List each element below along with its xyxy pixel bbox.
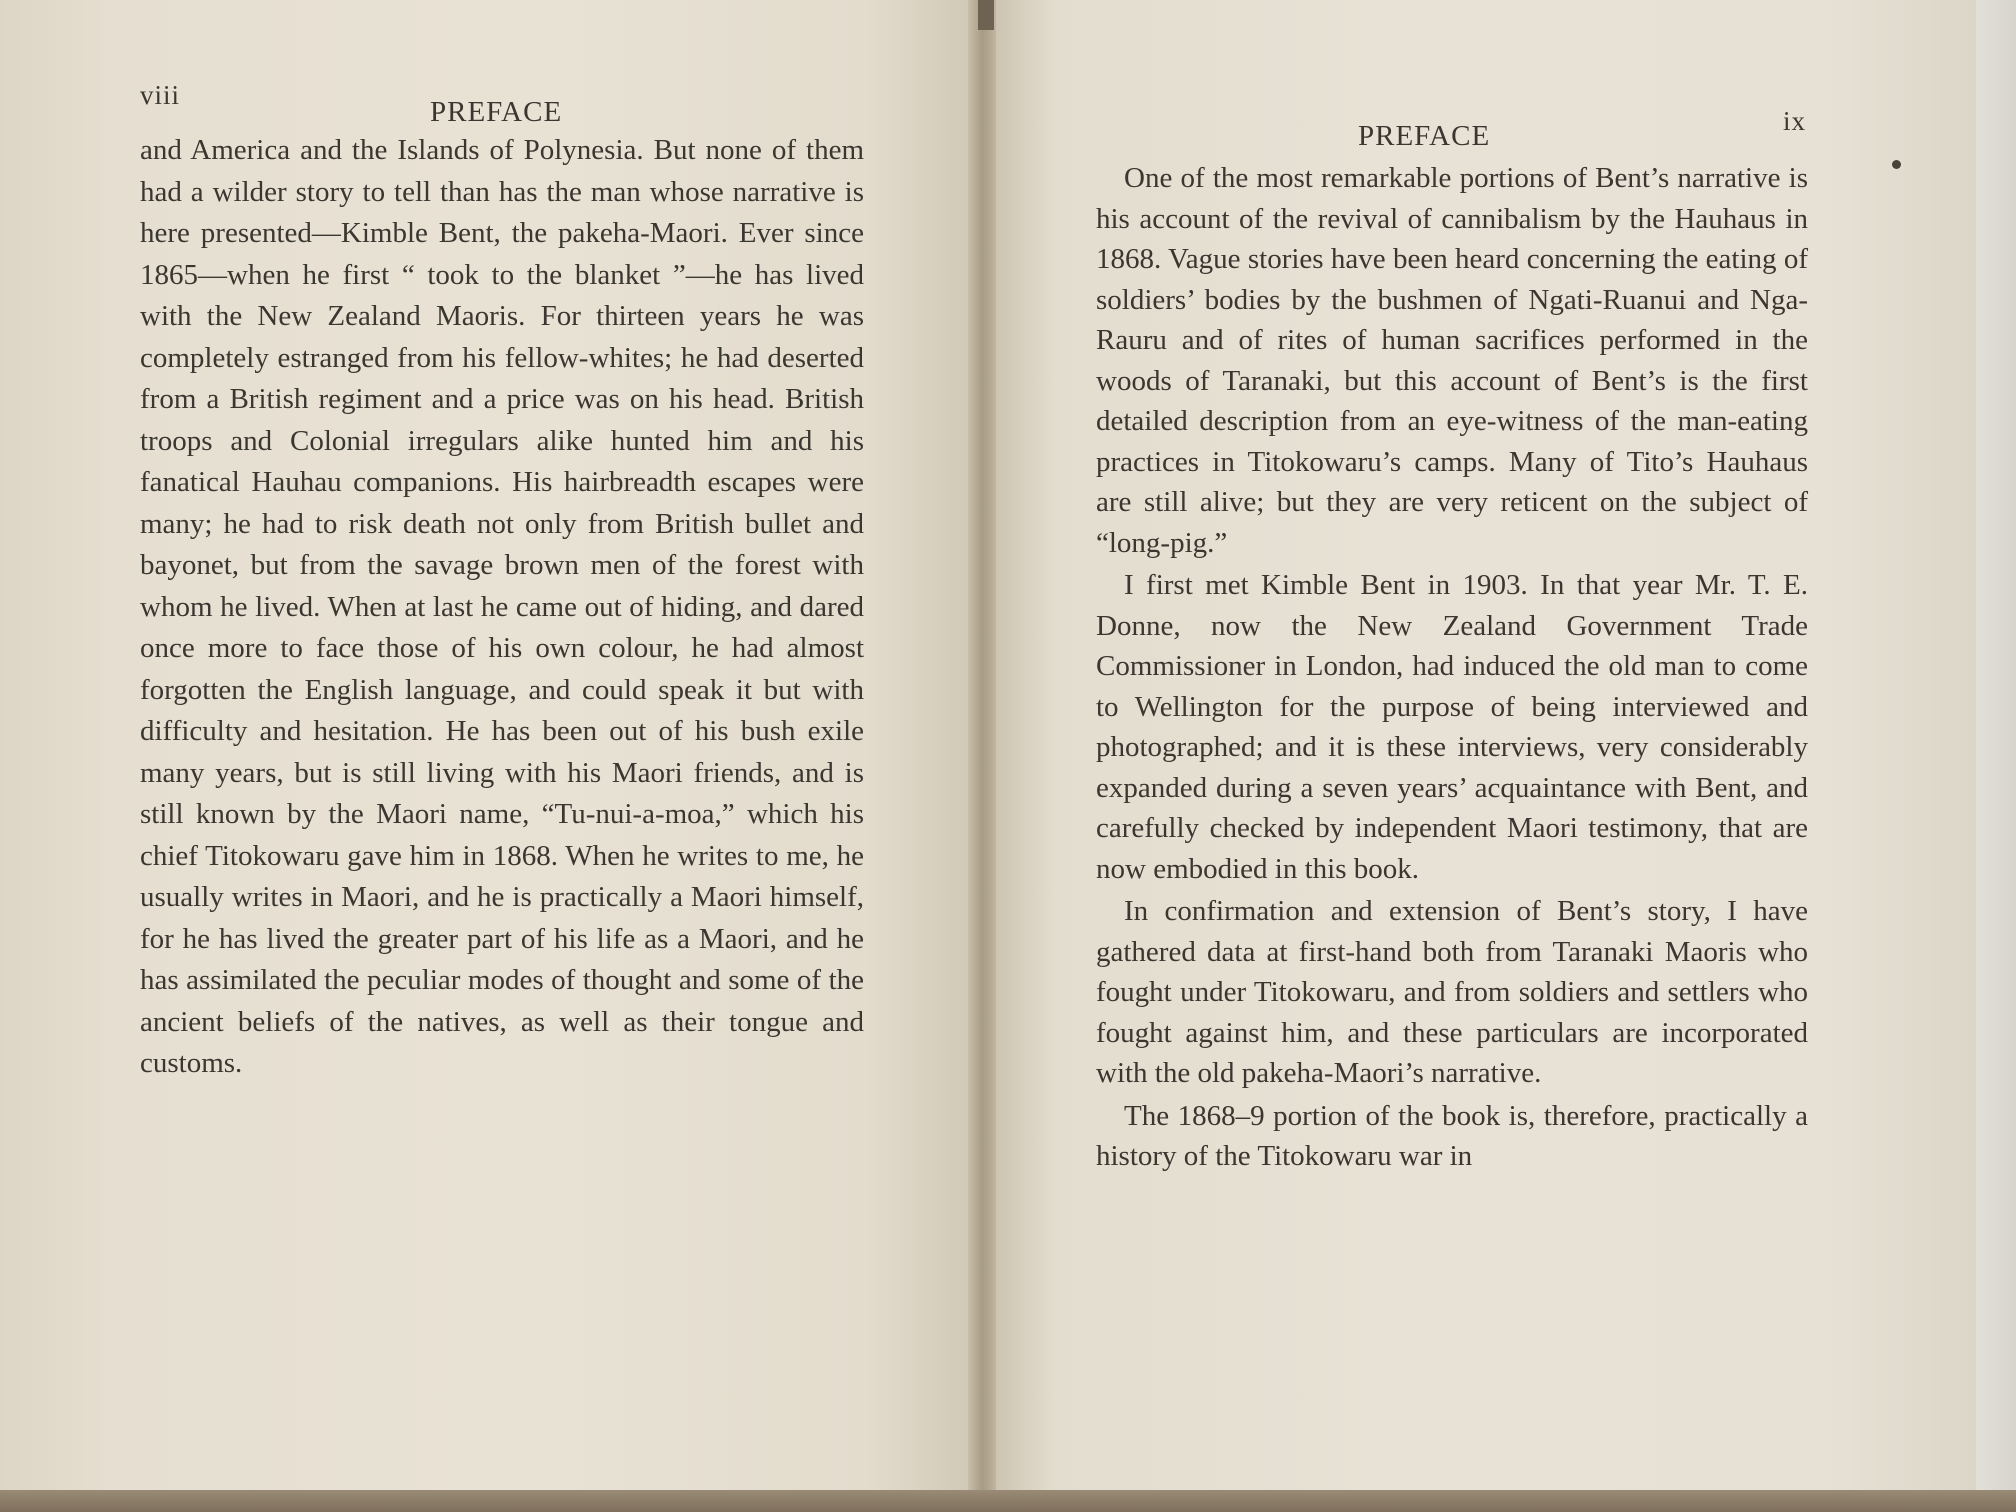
left-folio: viii [140,80,181,110]
right-page [996,0,1976,1490]
right-running-head [1096,108,1806,158]
left-running-head [140,80,864,130]
left-page-title: PREFACE [430,96,563,128]
paper-speck [1892,160,1901,169]
left-page [0,0,984,1490]
book-cover-edge [0,1490,2016,1512]
right-page-text [1096,158,1808,1177]
left-page-text [140,130,864,1085]
right-paragraph-1: One of the most remarkable portions of Bent’s narrative is his account of the revival of cannibalism by the Hauhaus in 1868. Vague stories have been heard concerning the eating of soldiers’ bodies by the bushmen of Ngati-Ruanui and Nga-Rauru and of rites of human sacrifices performed in the woods of Taranaki, but this account of Bent’s is the first detailed description from an eye-witness of the man-eating practices in Titokowaru’s camps. Many of Tito’s Hauhaus are still alive; but they are very reticent on the subject of “long-pig.” [1096,162,1808,559]
right-folio: ix [1782,106,1806,136]
spine-detail [978,0,994,30]
right-paragraph-3: In confirmation and extension of Bent’s story, I have gathered data at first-hand both from Taranaki Maoris who fought under Titokowaru, and from soldiers and settlers who fought against him, and these particulars are incorporated with the old pakeha-Maori’s narrative. [1096,895,1808,1089]
right-paragraph-4: The 1868–9 portion of the book is, therefore, practically a history of the Titokowaru war in [1096,1099,1808,1172]
right-paragraph-2: I first met Kimble Bent in 1903. In that year Mr. T. E. Donne, now the New Zealand Government Trade Commissioner in London, had induced the old man to come to Wellington for the purpose of being interviewed and photographed; and it is these interviews, very considerably expanded during a seven years’ acquaintance with Bent, and carefully checked by independent Maori testimony, that are now embodied in this book. [1096,569,1808,885]
right-page-title: PREFACE [1358,120,1491,152]
book-edge [1976,0,2016,1512]
left-paragraph: and America and the Islands of Polynesia. But none of them had a wilder story to tell than has the man whose narrative is here presented—Kimble Bent, the pakeha-Maori. Ever since 1865—when he first “ took to the blanket ”—he has lived with the New Zealand Maoris. For thirteen years he was completely estranged from his fellow-whites; he had deserted from a British regiment and a price was on his head. British troops and Colonial irregulars alike hunted him and his fanatical Hauhau companions. His hairbreadth escapes were many; he had to risk death not only from British bullet and bayonet, but from the savage brown men of the forest with whom he lived. When at last he came out of hiding, and dared once more to face those of his own colour, he had almost forgotten the English language, and could speak it but with difficulty and hesitation. He has been out of his bush exile many years, but is still living with his Maori friends, and is still known by the Maori name, “Tu-nui-a-moa,” which his chief Titokowaru gave him in 1868. When he writes to me, he usually writes in Maori, and he is practically a Maori himself, for he has lived the greater part of his life as a Maori, and he has assimilated the peculiar modes of thought and some of the ancient beliefs of the natives, as well as their tongue and customs. [140,134,864,1079]
